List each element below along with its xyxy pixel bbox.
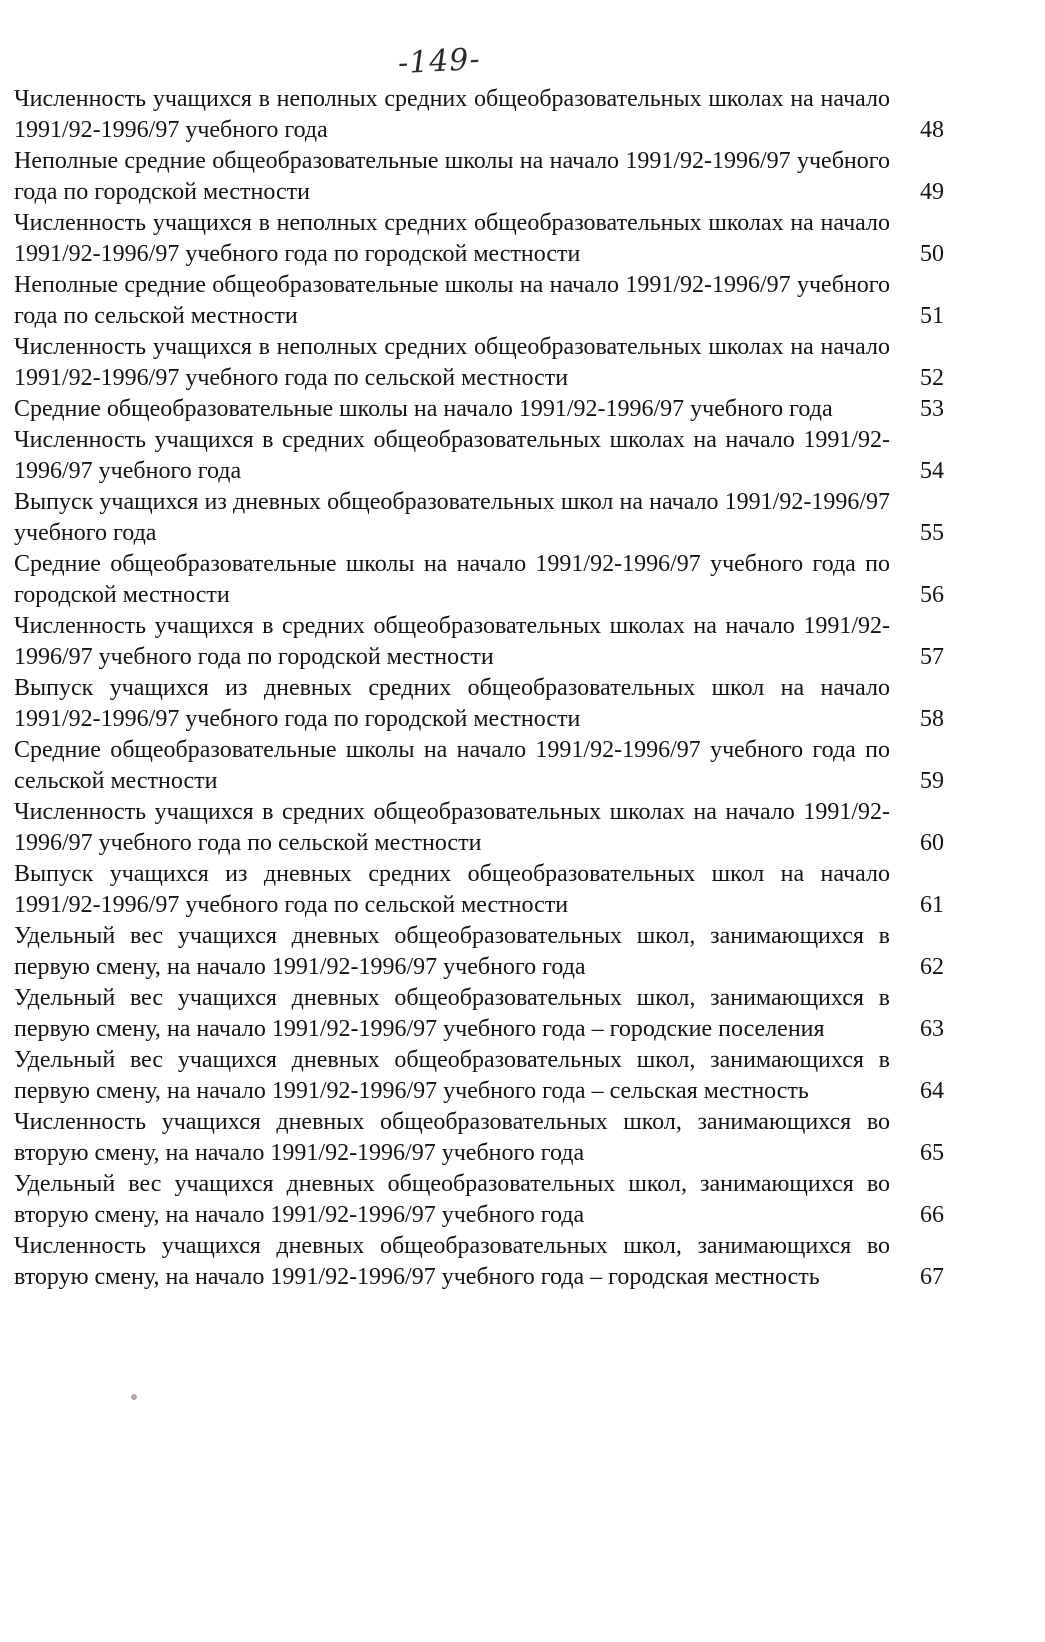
- toc-entry-page: 52: [920, 365, 944, 391]
- toc-entry-page: 54: [920, 458, 944, 484]
- toc-entry-page: 65: [920, 1140, 944, 1166]
- toc-entry-title: Выпуск учащихся из дневных средних общеобразовательных школ на начало 1991/92-1996/97 учебного года по городской местности: [14, 675, 890, 732]
- toc-entry-title: Численность учащихся дневных общеобразовательных школ, занимающихся во вторую смену, на начало 1991/92-1996/97 учебного года – городская местность: [14, 1233, 890, 1290]
- toc-entry-title: Удельный вес учащихся дневных общеобразовательных школ, занимающихся в первую смену, на начало 1991/92-1996/97 учебного года: [14, 923, 890, 980]
- toc-entry: [10, 983, 960, 1045]
- toc-entry-title: Выпуск учащихся из дневных общеобразовательных школ на начало 1991/92-1996/97 учебного года: [14, 489, 890, 546]
- table-of-contents: [10, 84, 960, 1293]
- toc-entry: [10, 673, 960, 735]
- toc-entry-page: 49: [920, 179, 944, 205]
- toc-entry-page: 67: [920, 1264, 944, 1290]
- toc-entry-page: 59: [920, 768, 944, 794]
- toc-entry-title: Средние общеобразовательные школы на начало 1991/92-1996/97 учебного года: [14, 396, 833, 422]
- toc-entry: [10, 425, 960, 487]
- toc-entry-page: 64: [920, 1078, 944, 1104]
- toc-entry: [10, 921, 960, 983]
- toc-entry-page: 48: [920, 117, 944, 143]
- toc-entry-title: Удельный вес учащихся дневных общеобразовательных школ, занимающихся в первую смену, на начало 1991/92-1996/97 учебного года – городские поселения: [14, 985, 890, 1042]
- toc-entry: [10, 1107, 960, 1169]
- toc-entry-title: Неполные средние общеобразовательные школы на начало 1991/92-1996/97 учебного года по городской местности: [14, 148, 890, 205]
- toc-entry: [10, 332, 960, 394]
- toc-entry-page: 62: [920, 954, 944, 980]
- toc-entry-title: Выпуск учащихся из дневных средних общеобразовательных школ на начало 1991/92-1996/97 учебного года по сельской местности: [14, 861, 890, 918]
- toc-entry-title: Удельный вес учащихся дневных общеобразовательных школ, занимающихся в первую смену, на начало 1991/92-1996/97 учебного года – сельская местность: [14, 1047, 890, 1104]
- toc-entry: [10, 797, 960, 859]
- toc-entry-title: Численность учащихся в неполных средних общеобразовательных школах на начало 1991/92-1996/97 учебного года: [14, 86, 890, 143]
- toc-entry: [10, 208, 960, 270]
- toc-entry: [10, 611, 960, 673]
- handwritten-page-number: -149-: [397, 41, 482, 82]
- toc-entry-title: Численность учащихся дневных общеобразовательных школ, занимающихся во вторую смену, на начало 1991/92-1996/97 учебного года: [14, 1109, 890, 1166]
- toc-entry-title: Численность учащихся в средних общеобразовательных школах на начало 1991/92-1996/97 учебного года по сельской местности: [14, 799, 890, 856]
- toc-entry-title: Численность учащихся в средних общеобразовательных школах на начало 1991/92-1996/97 учебного года: [14, 427, 890, 484]
- toc-entry: [10, 84, 960, 146]
- toc-entry: [10, 549, 960, 611]
- toc-entry: [10, 735, 960, 797]
- toc-entry-page: 57: [920, 644, 944, 670]
- toc-entry-title: Численность учащихся в неполных средних общеобразовательных школах на начало 1991/92-1996/97 учебного года по городской местности: [14, 210, 890, 267]
- toc-entry-title: Удельный вес учащихся дневных общеобразовательных школ, занимающихся во вторую смену, на начало 1991/92-1996/97 учебного года: [14, 1171, 890, 1228]
- toc-entry: [10, 859, 960, 921]
- toc-entry-page: 61: [920, 892, 944, 918]
- toc-entry-page: 66: [920, 1202, 944, 1228]
- toc-entry-page: 51: [920, 303, 944, 329]
- toc-entry-title: Неполные средние общеобразовательные школы на начало 1991/92-1996/97 учебного года по сельской местности: [14, 272, 890, 329]
- toc-entry-page: 53: [920, 396, 944, 422]
- paper-speck: [131, 1394, 137, 1400]
- toc-entry-title: Численность учащихся в средних общеобразовательных школах на начало 1991/92-1996/97 учебного года по городской местности: [14, 613, 890, 670]
- toc-entry: [10, 270, 960, 332]
- toc-entry: [10, 1231, 960, 1293]
- toc-entry-page: 63: [920, 1016, 944, 1042]
- toc-entry-page: 58: [920, 706, 944, 732]
- toc-entry: [10, 146, 960, 208]
- toc-entry-page: 56: [920, 582, 944, 608]
- toc-entry-title: Численность учащихся в неполных средних общеобразовательных школах на начало 1991/92-1996/97 учебного года по сельской местности: [14, 334, 890, 391]
- toc-entry: [10, 394, 960, 425]
- toc-entry: [10, 1169, 960, 1231]
- toc-entry: [10, 1045, 960, 1107]
- toc-entry-title: Средние общеобразовательные школы на начало 1991/92-1996/97 учебного года по сельской местности: [14, 737, 890, 794]
- toc-entry-title: Средние общеобразовательные школы на начало 1991/92-1996/97 учебного года по городской местности: [14, 551, 890, 608]
- toc-entry-page: 50: [920, 241, 944, 267]
- toc-entry-page: 55: [920, 520, 944, 546]
- toc-entry: [10, 487, 960, 549]
- toc-entry-page: 60: [920, 830, 944, 856]
